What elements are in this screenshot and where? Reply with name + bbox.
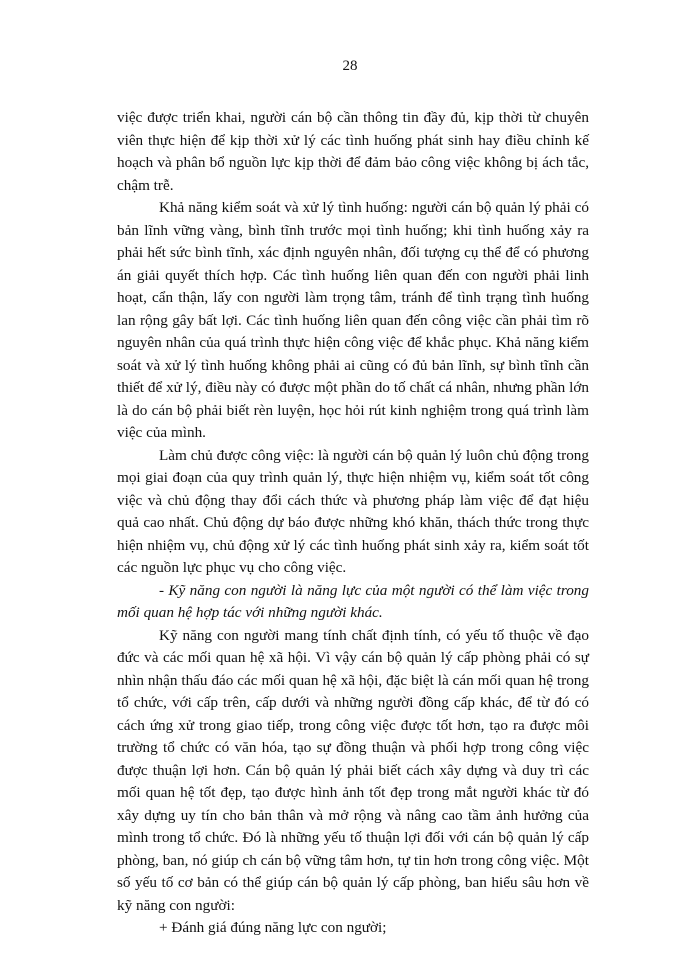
document-body — [117, 107, 589, 940]
paragraph-situation-control: Khả năng kiểm soát và xử lý tình huống: người cán bộ quản lý phải có bản lĩnh vững vàng, bình tĩnh trước mọi tình huống; khi tình huống xảy ra phải hết sức bình tĩnh, xác định nguyên nhân, đối tượng cụ thể để có phương án giải quyết thích hợp. Các tình huống liên quan đến con người phải linh hoạt, cẩn thận, lấy con người làm trọng tâm, tránh để tình trạng tình huống lan rộng gây bất lợi. Các tình huống liên quan đến công việc cần phải tìm rõ nguyên nhân của quá trình thực hiện công việc để khắc phục. Khả năng kiểm soát và xử lý tình huống không phải ai cũng có đủ bản lĩnh, sự bình tĩnh cần thiết để xử lý, điều này có được một phần do tố chất cá nhân, nhưng phần lớn là do cán bộ phải biết rèn luyện, học hỏi rút kinh nghiệm trong quá trình làm việc của mình. — [117, 199, 589, 441]
page-number: 28 — [342, 58, 358, 74]
list-item-assess-capability: + Đánh giá đúng năng lực con người; — [159, 919, 387, 936]
paragraph-continuation: việc được triển khai, người cán bộ cần thông tin đầy đủ, kịp thời từ chuyên viên thực hiện để kịp thời xử lý các tình huống phát sinh hay điều chỉnh kế hoạch và phân bổ nguồn lực kịp thời để đảm bảo công việc không bị ách tắc, chậm trễ. — [117, 109, 589, 194]
paragraph-human-skill-detail: Kỹ năng con người mang tính chất định tính, có yếu tố thuộc về đạo đức và các mối quan hệ xã hội. Vì vậy cán bộ quản lý cấp phòng phải có sự nhìn nhận thấu đáo các mối quan hệ xã hội, đặc biệt là cán mối quan hệ trong tổ chức, với cấp trên, cấp dưới và những người đồng cấp khác, để từ đó có cách ứng xử trong giao tiếp, trong công việc được tốt hơn, tạo ra được môi trường tổ chức có văn hóa, tạo sự đồng thuận và phối hợp trong công việc được thuận lợi hơn. Cán bộ quản lý phải biết cách xây dựng và duy trì các mối quan hệ tốt đẹp, tạo được hình ảnh tốt đẹp trong mắt người khác từ đó xây dựng uy tín cho bản thân và mở rộng và nâng cao tầm ảnh hưởng của mình trong tổ chức. Đó là những yếu tố thuận lợi đối với cán bộ quản lý cấp phòng, ban, nó giúp ch cán bộ vững tâm hơn, tự tin hơn trong công việc. Một số yếu tố cơ bản có thể giúp cán bộ quản lý cấp phòng, ban hiểu sâu hơn về kỹ năng con người: — [117, 626, 589, 914]
paragraph-work-mastery: Làm chủ được công việc: là người cán bộ quản lý luôn chủ động trong mọi giai đoạn của quy trình quản lý, thực hiện nhiệm vụ, kiểm soát tốt công việc và chủ động thay đổi cách thức và phương pháp làm việc để đạt hiệu quả cao nhất. Chủ động dự báo được những khó khăn, thách thức trong thực hiện nhiệm vụ, chủ động xử lý các tình huống phát sinh xảy ra, kiểm soát tốt các nguồn lực phục vụ cho công việc. — [117, 446, 589, 576]
paragraph-human-skill-definition: - Kỹ năng con người là năng lực của một người có thể làm việc trong mối quan hệ hợp tác với những người khác. — [117, 581, 589, 621]
